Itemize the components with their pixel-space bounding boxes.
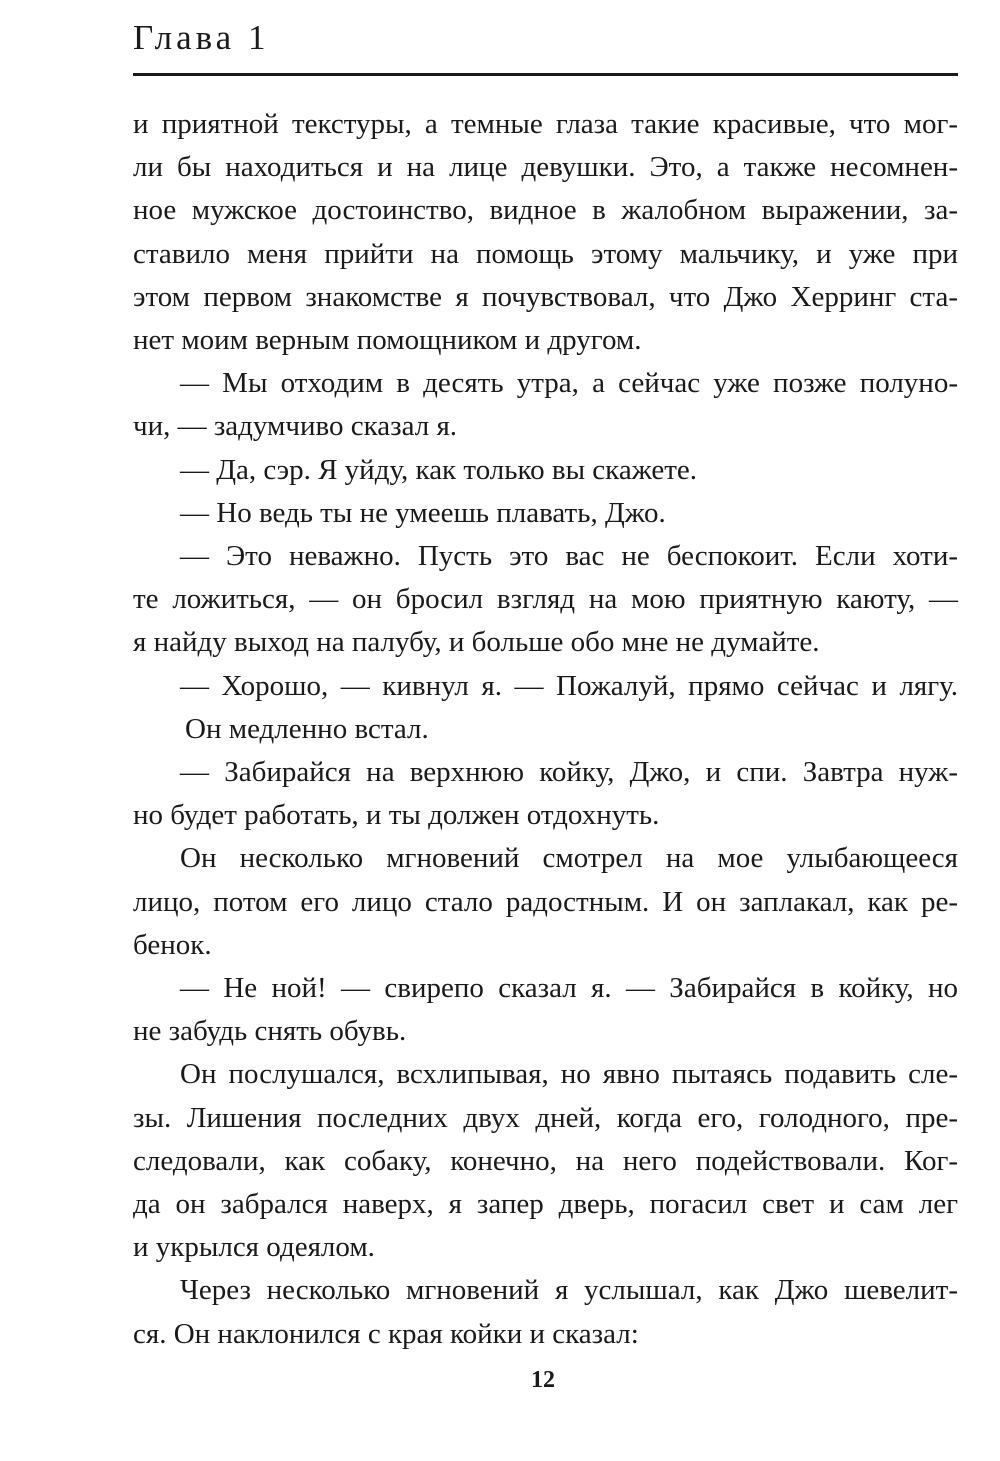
text-line: лицо, потом его лицо стало радостным. И он заплакал, как ре-	[133, 885, 958, 918]
text-line: Через несколько мгновений я услышал, как Джо шевелит-	[180, 1274, 958, 1307]
page-body	[133, 103, 958, 1356]
text-line: ное мужское достоинство, видное в жалобном выражении, за-	[133, 194, 958, 227]
text-line: — Не ной! — свирепо сказал я. — Забирайся в койку, но	[180, 972, 958, 1005]
text-line: не забудь снять обувь.	[133, 1015, 407, 1048]
text-line: я найду выход на палубу, и больше обо мне не думайте.	[133, 626, 820, 659]
text-line: и укрылся одеялом.	[133, 1231, 375, 1264]
text-line: — Забирайся на верхнюю койку, Джо, и спи. Завтра нуж-	[180, 756, 958, 789]
text-line: да он забрался наверх, я запер дверь, погасил свет и сам лег	[133, 1188, 958, 1221]
text-line: — Да, сэр. Я уйду, как только вы скажете.	[180, 453, 698, 486]
text-line: ставило меня прийти на помощь этому мальчику, и уже при	[133, 237, 958, 270]
text-line: ли бы находиться и на лице девушки. Это, а также несомнен-	[133, 151, 958, 184]
text-line: те ложиться, — он бросил взгляд на мою приятную каюту, —	[133, 583, 958, 616]
text-line: бенок.	[133, 928, 212, 961]
text-line: Он послушался, всхлипывая, но явно пытаясь подавить сле-	[180, 1058, 958, 1091]
text-line: — Мы отходим в десять утра, а сейчас уже позже полуно-	[180, 367, 958, 400]
header-rule	[133, 73, 958, 76]
text-line: Он медленно встал.	[185, 712, 429, 745]
text-line: нет моим верным помощником и другом.	[133, 324, 642, 357]
text-line: но будет работать, и ты должен отдохнуть.	[133, 799, 660, 832]
text-line: — Хорошо, — кивнул я. — Пожалуй, прямо сейчас и лягу.	[180, 669, 958, 702]
text-line: чи, — задумчиво сказал я.	[133, 410, 458, 443]
text-line: этом первом знакомстве я почувствовал, что Джо Херринг ста-	[133, 280, 958, 313]
text-line: зы. Лишения последних двух дней, когда его, голодного, пре-	[133, 1101, 958, 1134]
text-line: — Это неважно. Пусть это вас не беспокоит. Если хоти-	[180, 540, 958, 573]
text-line: Он несколько мгновений смотрел на мое улыбающееся	[180, 842, 958, 875]
page-number: 12	[531, 1367, 555, 1393]
text-line: ся. Он наклонился с края койки и сказал:	[133, 1317, 639, 1350]
chapter-header: Глава 1	[133, 18, 270, 57]
text-line: следовали, как собаку, конечно, на него подействовали. Ког-	[133, 1144, 958, 1177]
text-line: — Но ведь ты не умеешь плавать, Джо.	[180, 496, 666, 529]
text-line: и приятной текстуры, а темные глаза такие красивые, что мог-	[133, 108, 958, 140]
